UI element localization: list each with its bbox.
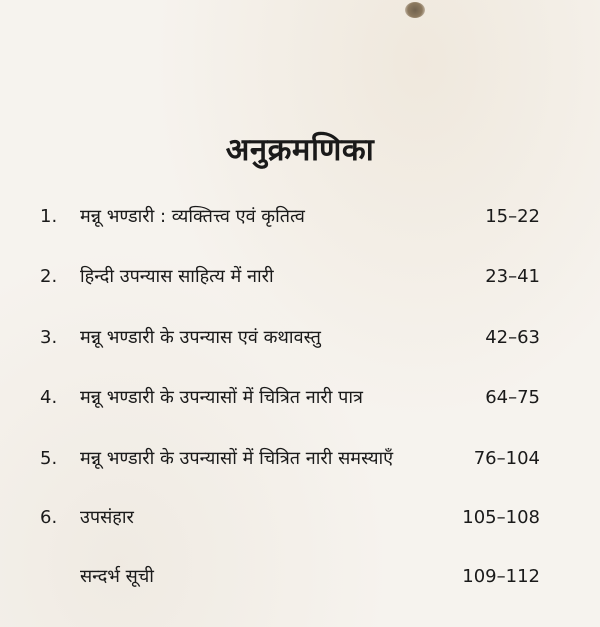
toc-entry-number: 3. — [40, 327, 58, 348]
toc-entry-pages: 23–41 — [485, 266, 540, 287]
toc-entry-title: हिन्दी उपन्यास साहित्य में नारी — [80, 266, 274, 287]
page-title: अनुक्रमणिका — [225, 132, 375, 168]
toc-entry — [40, 202, 540, 232]
toc-entry-pages: 105–108 — [462, 507, 540, 528]
toc-entry — [40, 562, 540, 592]
toc-entry-title: मन्नू भण्डारी : व्यक्तित्त्व एवं कृतित्व — [80, 206, 305, 227]
toc-entry — [40, 503, 540, 533]
toc-entry-number: 2. — [40, 266, 58, 287]
toc-entry-title: मन्नू भण्डारी के उपन्यासों में चित्रित नारी पात्र — [80, 387, 363, 408]
toc-entry-title: मन्नू भण्डारी के उपन्यास एवं कथावस्तु — [80, 327, 321, 348]
toc-entry-title: मन्नू भण्डारी के उपन्यासों में चित्रित नारी समस्याएँ — [80, 448, 394, 469]
toc-entry — [40, 444, 540, 474]
toc-entry — [40, 262, 540, 292]
toc-entry-title: सन्दर्भ सूची — [80, 566, 154, 587]
toc-entry — [40, 323, 540, 353]
toc-entry-number: 4. — [40, 387, 58, 408]
toc-entry-pages: 109–112 — [462, 566, 540, 587]
toc-entry-pages: 15–22 — [485, 206, 540, 227]
toc-entry-title: उपसंहार — [80, 507, 134, 528]
ink-stain — [405, 2, 425, 18]
toc-entry-number: 5. — [40, 448, 58, 469]
toc-entry-number: 6. — [40, 507, 58, 528]
toc-entry-pages: 64–75 — [485, 387, 540, 408]
toc-entry-number: 1. — [40, 206, 58, 227]
toc-entry — [40, 383, 540, 413]
toc-entry-pages: 76–104 — [473, 448, 540, 469]
toc-entry-pages: 42–63 — [485, 327, 540, 348]
